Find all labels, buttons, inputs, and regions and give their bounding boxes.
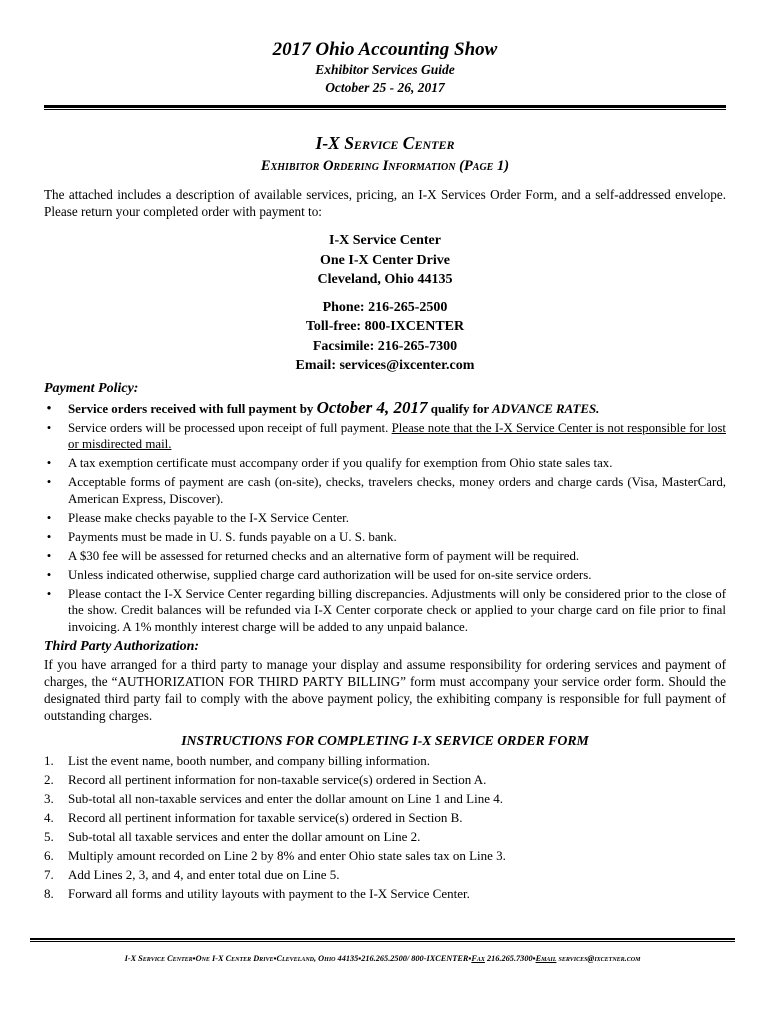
instruction-step	[44, 789, 726, 808]
list-item	[44, 474, 726, 507]
step-number: 7.	[44, 866, 54, 882]
list-item	[44, 567, 726, 584]
bullet-icon: •	[46, 529, 52, 544]
list-item	[44, 455, 726, 472]
section-heading: I-X Service Center	[315, 133, 455, 153]
step-text: Sub-total all non-taxable services and enter the dollar amount on Line 1 and Line 4.	[68, 790, 504, 806]
advance-rates-label: ADVANCE RATES.	[492, 401, 600, 416]
fax-line: Facsimile: 216-265-7300	[312, 338, 458, 354]
step-number: 1.	[44, 752, 54, 768]
bullet-icon: •	[46, 586, 52, 601]
step-text: Forward all forms and utility layouts with payment to the I-X Service Center.	[68, 885, 470, 901]
instruction-step	[44, 827, 726, 846]
footer-email: services@ixcetner.com	[556, 954, 641, 963]
footer-fax: 216.265.7300▪	[484, 954, 536, 963]
step-number: 4.	[44, 809, 54, 825]
mail-disclaimer: Please note that the I-X Service Center is not responsible for lost or misdirected mail.	[68, 420, 726, 451]
list-item-text: Service orders will be processed upon receipt of full payment.	[68, 420, 392, 435]
list-item-text: A tax exemption certificate must accompany order if you qualify for exemption from Ohio state sales tax.	[68, 456, 613, 470]
instruction-step	[44, 846, 726, 865]
document-title: 2017 Ohio Accounting Show	[272, 39, 498, 60]
instructions-heading: INSTRUCTIONS FOR COMPLETING I-X SERVICE ORDER FORM	[181, 732, 589, 748]
list-item	[44, 529, 726, 546]
toll-free-line: Toll-free: 800-IXCENTER	[305, 319, 465, 334]
bullet-icon: •	[46, 567, 52, 582]
instruction-step	[44, 808, 726, 827]
instruction-step	[44, 865, 726, 884]
list-item-text: Acceptable forms of payment are cash (on-site), checks, travelers checks, money orders and charge cards (Visa, MasterCard, American Express, Discover).	[68, 475, 726, 506]
list-item-text: Please make checks payable to the I-X Service Center.	[68, 510, 349, 525]
list-item	[44, 510, 726, 527]
step-number: 3.	[44, 790, 54, 806]
list-item	[44, 397, 726, 418]
footer-fax-label: Fax	[471, 954, 485, 963]
document-subtitle: Exhibitor Services Guide	[315, 62, 455, 77]
instruction-step	[44, 770, 726, 789]
list-item-text: qualify for	[427, 401, 493, 416]
list-item-text: Please contact the I-X Service Center regarding billing discrepancies. Adjustments will only be considered prior to the close of the show. Credit balances will be refunded via I-X Center corporate check or applied to your charge card on file prior to final invoicing. A 1% monthly interest charge will be added to any unpaid balance.	[68, 586, 726, 634]
step-text: List the event name, booth number, and company billing information.	[68, 752, 430, 768]
contact-info	[44, 298, 726, 376]
phone-line: Phone: 216-265-2500	[322, 299, 448, 315]
third-party-heading: Third Party Authorization:	[44, 638, 200, 654]
address-line: I-X Service Center	[329, 233, 441, 248]
step-number: 8.	[44, 885, 54, 901]
bullet-icon: •	[46, 475, 52, 489]
event-dates: October 25 - 26, 2017	[325, 80, 445, 95]
intro-paragraph: The attached includes a description of available services, pricing, an I-X Services Order Form, and a self-addressed envelope. Please return your completed order with payment to:	[44, 187, 726, 219]
step-text: Multiply amount recorded on Line 2 by 8% and enter Ohio state sales tax on Line 3.	[68, 847, 506, 863]
footer-divider	[30, 938, 735, 942]
advance-deadline: October 4, 2017	[316, 397, 428, 417]
bullet-icon: •	[46, 400, 52, 415]
bullet-icon: •	[46, 548, 52, 563]
step-text: Record all pertinent information for taxable service(s) ordered in Section B.	[68, 809, 463, 825]
footer-address: I-X Service Center▪One I-X Center Drive▪Cleveland, Ohio 44135▪216.265.2500/ 800-IXCENTER▪	[124, 954, 472, 963]
address-line: One I-X Center Drive	[320, 252, 450, 268]
mailing-address	[44, 231, 726, 290]
list-item-text: Service orders received with full payment by	[68, 401, 317, 416]
list-item-text: Payments must be made in U. S. funds payable on a U. S. bank.	[68, 529, 397, 544]
header-divider	[44, 105, 726, 110]
step-text: Add Lines 2, 3, and 4, and enter total due on Line 5.	[68, 866, 340, 882]
list-item	[44, 586, 726, 636]
address-line: Cleveland, Ohio 44135	[317, 272, 453, 287]
page-footer	[30, 954, 735, 963]
list-item-text: Unless indicated otherwise, supplied charge card authorization will be used for on-site service orders.	[68, 567, 592, 582]
instruction-step	[44, 884, 726, 903]
bullet-icon: •	[46, 456, 52, 470]
document-page	[44, 0, 726, 903]
bullet-icon: •	[46, 510, 52, 525]
step-number: 5.	[44, 828, 54, 844]
third-party-paragraph: If you have arranged for a third party to manage your display and assume responsibility for ordering services and payment of charges, the “AUTHORIZATION FOR THIRD PARTY BILLING” form must accompany your service order form. Should the designated third party fail to comply with the above payment policy, the exhibiting company is responsible for full payment of outstanding charges.	[44, 656, 726, 723]
list-item	[44, 548, 726, 565]
list-item-text: A $30 fee will be assessed for returned checks and an alternative form of payment will be required.	[68, 548, 580, 563]
step-text: Record all pertinent information for non-taxable service(s) ordered in Section A.	[68, 771, 487, 787]
step-number: 6.	[44, 847, 54, 863]
step-text: Sub-total all taxable services and enter the dollar amount on Line 2.	[68, 828, 421, 844]
instructions-list	[44, 751, 726, 903]
instruction-step	[44, 751, 726, 770]
list-item	[44, 420, 726, 453]
section-subheading: Exhibitor Ordering Information (Page 1)	[260, 158, 510, 174]
payment-policy-heading: Payment Policy:	[44, 380, 139, 396]
step-number: 2.	[44, 771, 54, 787]
payment-policy-list	[44, 397, 726, 636]
bullet-icon: •	[46, 420, 52, 435]
footer-email-label: Email	[535, 954, 557, 963]
email-line: Email: services@ixcenter.com	[295, 358, 475, 373]
